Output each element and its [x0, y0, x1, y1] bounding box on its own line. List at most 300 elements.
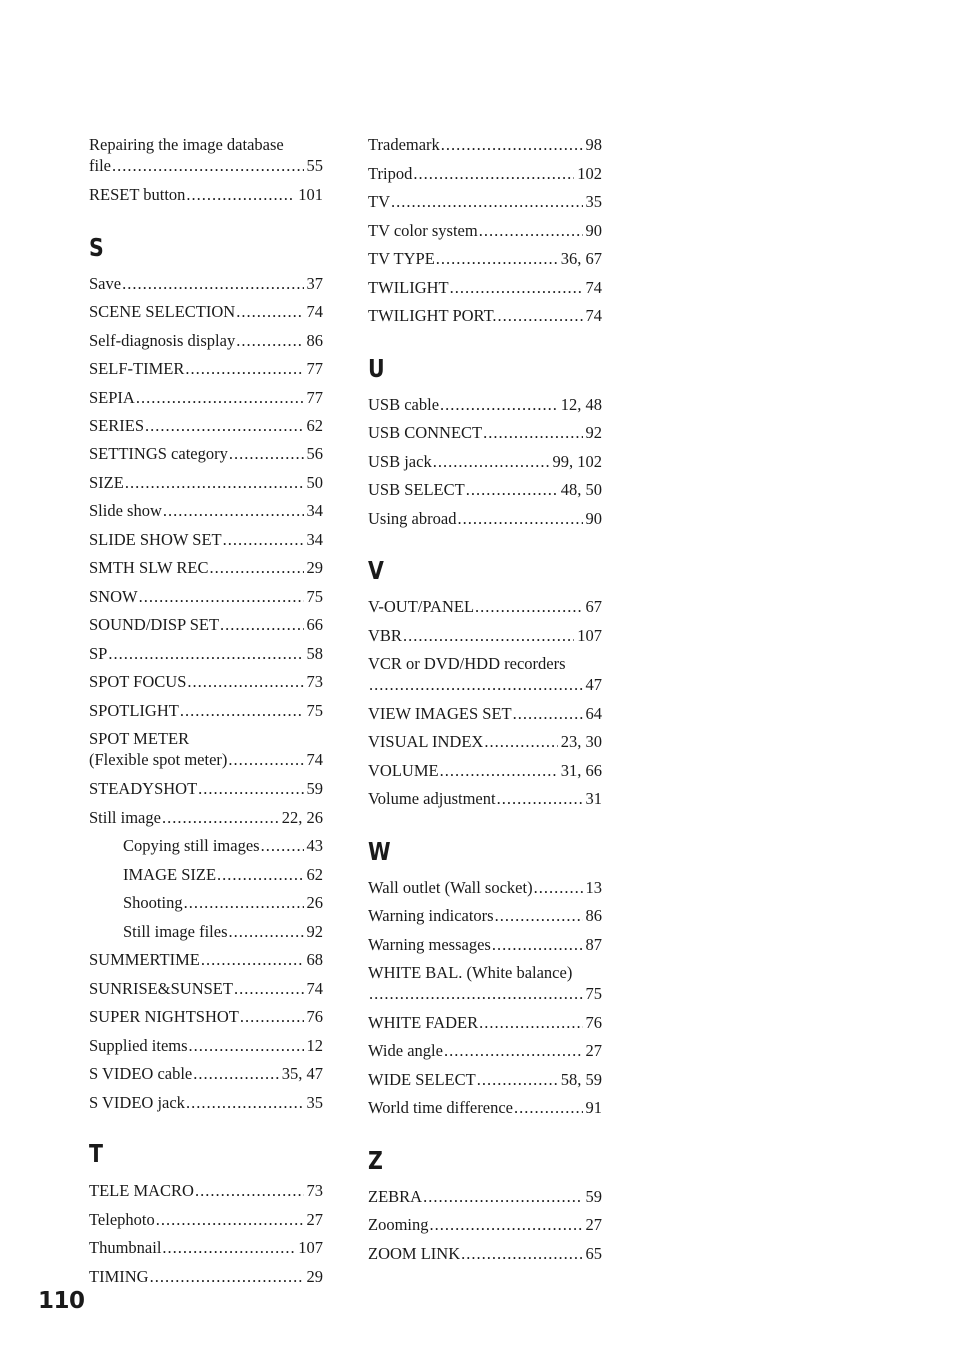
entry-pages: 74 — [585, 306, 602, 325]
index-entry — [368, 451, 602, 472]
index-entry — [368, 703, 602, 724]
dot-leader — [122, 273, 303, 294]
entry-label: Still image files — [123, 922, 228, 941]
index-entry — [89, 1266, 323, 1287]
dot-leader — [189, 1035, 304, 1056]
page-number: 110 — [38, 1288, 85, 1314]
index-entry — [89, 807, 323, 828]
index-entry — [368, 877, 602, 898]
entry-line — [368, 479, 602, 500]
entry-label: ZEBRA — [368, 1187, 423, 1206]
entry-line — [89, 614, 323, 635]
entry-line — [368, 248, 602, 269]
dot-leader — [440, 760, 558, 781]
entry-pages: 36, 67 — [560, 249, 602, 268]
entry-line — [368, 983, 602, 1004]
dot-leader — [261, 835, 304, 856]
entry-pages: 65 — [585, 1244, 602, 1263]
dot-leader — [477, 1069, 558, 1090]
dot-leader — [479, 1012, 582, 1033]
entry-pages: 90 — [585, 221, 602, 240]
entry-line — [368, 674, 602, 695]
entry-label: Using abroad — [368, 509, 457, 528]
index-entry — [89, 330, 323, 351]
entry-pages: 75 — [306, 587, 323, 606]
entry-line — [89, 835, 323, 856]
index-entry — [368, 1069, 602, 1090]
entry-pages: 74 — [306, 302, 323, 321]
entry-line — [368, 1186, 602, 1207]
section-heading: Z — [368, 1146, 383, 1175]
dot-leader — [139, 586, 304, 607]
index-entry — [368, 905, 602, 926]
index-entry — [368, 625, 602, 646]
entry-label: TWILIGHT — [368, 278, 449, 297]
index-subentry — [89, 864, 323, 885]
entry-line — [368, 1012, 602, 1033]
index-entry — [368, 479, 602, 500]
index-entry — [89, 700, 323, 721]
entry-line — [368, 163, 602, 184]
entry-line — [89, 892, 323, 913]
entry-line — [368, 1243, 602, 1264]
index-entry — [89, 778, 323, 799]
entry-label: SCENE SELECTION — [89, 302, 236, 321]
dot-leader — [220, 614, 303, 635]
dot-leader — [162, 807, 279, 828]
entry-label: SLIDE SHOW SET — [89, 530, 222, 549]
entry-label: SPOT METER — [89, 729, 190, 748]
entry-line — [89, 301, 323, 322]
index-entry — [89, 557, 323, 578]
entry-label: WIDE SELECT — [368, 1070, 476, 1089]
entry-label: RESET button — [89, 185, 186, 204]
dot-leader — [229, 921, 304, 942]
dot-leader — [403, 625, 574, 646]
dot-leader — [441, 134, 583, 155]
entry-label: TV TYPE — [368, 249, 435, 268]
entry-line — [89, 443, 323, 464]
entry-pages: 75 — [585, 984, 602, 1003]
entry-label: TELE MACRO — [89, 1181, 194, 1200]
entry-label: SOUND/DISP SET — [89, 615, 220, 634]
entry-label: Supplied items — [89, 1036, 188, 1055]
entry-label: TV — [368, 192, 390, 211]
entry-label: WHITE FADER — [368, 1013, 479, 1032]
entry-line — [89, 778, 323, 799]
entry-line — [368, 305, 602, 326]
dot-leader — [187, 671, 303, 692]
entry-label: SEPIA — [89, 388, 135, 407]
entry-line — [368, 905, 602, 926]
entry-label: IMAGE SIZE — [123, 865, 217, 884]
index-entry — [89, 387, 323, 408]
entry-line — [368, 1097, 602, 1118]
dot-leader — [423, 1186, 582, 1207]
index-entry — [368, 305, 602, 326]
dot-leader — [108, 643, 303, 664]
dot-leader — [391, 191, 583, 212]
entry-pages: 31 — [585, 789, 602, 808]
dot-leader — [450, 277, 583, 298]
entry-pages: 98 — [585, 135, 602, 154]
entry-pages: 58 — [306, 644, 323, 663]
index-entry — [368, 788, 602, 809]
entry-label: SELF-TIMER — [89, 359, 185, 378]
entry-label: VBR — [368, 626, 402, 645]
entry-label: Zooming — [368, 1215, 429, 1234]
section-heading: U — [368, 354, 385, 383]
dot-leader — [413, 163, 574, 184]
dot-leader — [369, 983, 583, 1004]
entry-pages: 23, 30 — [560, 732, 602, 751]
entry-line — [368, 625, 602, 646]
entry-label: Warning messages — [368, 935, 491, 954]
index-entry — [89, 1180, 323, 1201]
entry-pages: 31, 66 — [560, 761, 602, 780]
entry-label-continued: file — [89, 156, 111, 175]
entry-pages: 59 — [306, 779, 323, 798]
index-entry — [89, 301, 323, 322]
entry-pages: 90 — [585, 509, 602, 528]
index-entry — [368, 163, 602, 184]
index-subentry — [89, 921, 323, 942]
entry-label: STEADYSHOT — [89, 779, 198, 798]
entry-line — [89, 921, 323, 942]
entry-pages: 29 — [306, 558, 323, 577]
entry-line — [368, 1214, 602, 1235]
entry-label: Trademark — [368, 135, 440, 154]
entry-line — [368, 731, 602, 752]
index-entry — [368, 394, 602, 415]
entry-label: S VIDEO cable — [89, 1064, 193, 1083]
entry-line — [368, 191, 602, 212]
dot-leader — [185, 358, 303, 379]
entry-pages: 35, 47 — [281, 1064, 323, 1083]
entry-line — [89, 864, 323, 885]
index-entry — [89, 1035, 323, 1056]
entry-line — [89, 529, 323, 550]
dot-leader — [514, 1097, 583, 1118]
entry-pages: 55 — [306, 156, 323, 175]
entry-pages: 102 — [577, 164, 602, 183]
dot-leader — [112, 155, 304, 176]
entry-label: TV color system — [368, 221, 478, 240]
index-entry — [368, 1186, 602, 1207]
dot-leader — [163, 500, 304, 521]
index-entry — [89, 586, 323, 607]
entry-label: S VIDEO jack — [89, 1093, 185, 1112]
entry-line — [89, 1209, 323, 1230]
entry-line — [89, 807, 323, 828]
entry-label: SPOTLIGHT — [89, 701, 179, 720]
entry-pages: 107 — [577, 626, 602, 645]
entry-label: USB CONNECT — [368, 423, 483, 442]
entry-pages: 74 — [306, 979, 323, 998]
entry-label: Volume adjustment — [368, 789, 496, 808]
entry-label: Slide show — [89, 501, 162, 520]
entry-label: SUPER NIGHTSHOT — [89, 1007, 239, 1026]
entry-pages: 34 — [306, 530, 323, 549]
dot-leader — [228, 749, 303, 770]
index-entry — [368, 596, 602, 617]
entry-line — [89, 1237, 323, 1258]
dot-leader — [156, 1209, 304, 1230]
entry-line — [368, 134, 602, 155]
dot-leader — [534, 877, 583, 898]
index-entry — [89, 472, 323, 493]
entry-line — [368, 877, 602, 898]
dot-leader — [457, 508, 582, 529]
entry-line — [89, 1035, 323, 1056]
dot-leader — [162, 1237, 295, 1258]
entry-line — [368, 508, 602, 529]
entry-pages: 27 — [306, 1210, 323, 1229]
entry-pages: 86 — [306, 331, 323, 350]
index-entry — [368, 1214, 602, 1235]
entry-pages: 47 — [585, 675, 602, 694]
entry-pages: 27 — [585, 1215, 602, 1234]
index-entry — [89, 500, 323, 521]
dot-leader — [369, 674, 583, 695]
entry-label: TWILIGHT PORT. — [368, 306, 497, 325]
dot-leader — [234, 978, 304, 999]
index-entry — [89, 728, 323, 770]
entry-line — [368, 1069, 602, 1090]
index-entry — [89, 358, 323, 379]
entry-line — [89, 671, 323, 692]
entry-label: Save — [89, 274, 122, 293]
entry-pages: 29 — [306, 1267, 323, 1286]
entry-line — [89, 387, 323, 408]
entry-pages: 59 — [585, 1187, 602, 1206]
index-entry — [368, 248, 602, 269]
entry-pages: 43 — [306, 836, 323, 855]
entry-line — [368, 788, 602, 809]
index-entry — [368, 422, 602, 443]
dot-leader — [430, 1214, 583, 1235]
entry-line — [368, 451, 602, 472]
entry-label: Telephoto — [89, 1210, 155, 1229]
dot-leader — [186, 184, 295, 205]
index-entry — [89, 1063, 323, 1084]
entry-line — [368, 394, 602, 415]
entry-label: SIZE — [89, 473, 124, 492]
dot-leader — [513, 703, 583, 724]
index-entry — [89, 614, 323, 635]
index-entry — [368, 220, 602, 241]
dot-leader — [150, 1266, 304, 1287]
entry-pages: 66 — [306, 615, 323, 634]
index-subentry — [89, 892, 323, 913]
entry-label: Thumbnail — [89, 1238, 162, 1257]
index-entry — [368, 962, 602, 1004]
dot-leader — [475, 596, 582, 617]
dot-leader — [466, 479, 558, 500]
entry-pages: 74 — [585, 278, 602, 297]
entry-line — [89, 1266, 323, 1287]
entry-pages: 91 — [585, 1098, 602, 1117]
entry-pages: 12 — [306, 1036, 323, 1055]
dot-leader — [240, 1006, 304, 1027]
dot-leader — [436, 248, 558, 269]
entry-line — [368, 422, 602, 443]
dot-leader — [223, 529, 304, 550]
entry-label: SETTINGS category — [89, 444, 228, 463]
entry-line — [89, 415, 323, 436]
dot-leader — [461, 1243, 582, 1264]
entry-label: SUMMERTIME — [89, 950, 200, 969]
section-heading: S — [89, 233, 104, 262]
entry-pages: 48, 50 — [560, 480, 602, 499]
entry-pages: 76 — [306, 1007, 323, 1026]
entry-line — [368, 703, 602, 724]
dot-leader — [498, 305, 583, 326]
index-entry — [89, 1092, 323, 1113]
entry-pages: 74 — [306, 750, 323, 769]
entry-line — [89, 700, 323, 721]
entry-pages: 77 — [306, 359, 323, 378]
entry-label: USB SELECT — [368, 480, 465, 499]
dot-leader — [125, 472, 304, 493]
entry-pages: 58, 59 — [560, 1070, 602, 1089]
index-entry — [89, 273, 323, 294]
entry-pages: 75 — [306, 701, 323, 720]
entry-line — [368, 760, 602, 781]
dot-leader — [195, 1180, 304, 1201]
entry-label: Warning indicators — [368, 906, 494, 925]
entry-pages: 37 — [306, 274, 323, 293]
index-entry — [89, 949, 323, 970]
entry-label-continued: (Flexible spot meter) — [89, 750, 228, 769]
entry-line — [368, 1040, 602, 1061]
entry-pages: 107 — [298, 1238, 323, 1257]
dot-leader — [201, 949, 304, 970]
dot-leader — [198, 778, 303, 799]
index-entry — [368, 191, 602, 212]
dot-leader — [217, 864, 303, 885]
section-heading: T — [89, 1139, 103, 1168]
entry-pages: 22, 26 — [281, 808, 323, 827]
entry-label: VCR or DVD/HDD recorders — [368, 654, 566, 673]
index-entry — [89, 184, 323, 205]
index-entry — [89, 134, 323, 176]
dot-leader — [236, 330, 303, 351]
entry-label: Wide angle — [368, 1041, 443, 1060]
entry-pages: 101 — [298, 185, 323, 204]
entry-line — [89, 472, 323, 493]
index-entry — [368, 1243, 602, 1264]
entry-pages: 13 — [585, 878, 602, 897]
entry-label: SMTH SLW REC — [89, 558, 209, 577]
entry-line — [89, 1006, 323, 1027]
entry-pages: 12, 48 — [560, 395, 602, 414]
entry-label: SNOW — [89, 587, 138, 606]
dot-leader — [484, 731, 557, 752]
dot-leader — [495, 905, 583, 926]
section-heading: W — [368, 837, 391, 866]
entry-line — [89, 500, 323, 521]
entry-label: World time difference — [368, 1098, 513, 1117]
entry-line — [89, 1180, 323, 1201]
index-entry — [89, 1209, 323, 1230]
entry-label: SPOT FOCUS — [89, 672, 187, 691]
entry-pages: 73 — [306, 672, 323, 691]
index-entry — [368, 1097, 602, 1118]
entry-label: Wall outlet (Wall socket) — [368, 878, 533, 897]
entry-label: Repairing the image database — [89, 135, 284, 154]
entry-label: TIMING — [89, 1267, 149, 1286]
dot-leader — [236, 301, 303, 322]
entry-line — [368, 596, 602, 617]
entry-pages: 27 — [585, 1041, 602, 1060]
dot-leader — [145, 415, 303, 436]
entry-label: Tripod — [368, 164, 413, 183]
entry-line — [89, 1063, 323, 1084]
dot-leader — [184, 892, 304, 913]
entry-label: USB jack — [368, 452, 432, 471]
dot-leader — [497, 788, 583, 809]
entry-label: Shooting — [123, 893, 183, 912]
entry-line — [89, 643, 323, 664]
entry-line — [89, 1092, 323, 1113]
entry-label: Self-diagnosis display — [89, 331, 236, 350]
entry-label: SUNRISE&SUNSET — [89, 979, 233, 998]
dot-leader — [210, 557, 304, 578]
entry-label: WHITE BAL. (White balance) — [368, 963, 573, 982]
dot-leader — [479, 220, 583, 241]
entry-pages: 77 — [306, 388, 323, 407]
entry-pages: 62 — [306, 416, 323, 435]
entry-label: VIEW IMAGES SET — [368, 704, 512, 723]
entry-pages: 35 — [306, 1093, 323, 1112]
dot-leader — [229, 443, 304, 464]
entry-label: SP — [89, 644, 108, 663]
dot-leader — [433, 451, 550, 472]
index-entry — [368, 134, 602, 155]
entry-label: Still image — [89, 808, 161, 827]
dot-leader — [444, 1040, 583, 1061]
entry-line — [89, 155, 323, 176]
index-entry — [368, 653, 602, 695]
entry-pages: 87 — [585, 935, 602, 954]
entry-pages: 56 — [306, 444, 323, 463]
entry-pages: 67 — [585, 597, 602, 616]
index-subentry — [89, 835, 323, 856]
index-entry — [368, 1012, 602, 1033]
entry-pages: 73 — [306, 1181, 323, 1200]
index-entry — [368, 1040, 602, 1061]
entry-pages: 92 — [306, 922, 323, 941]
entry-pages: 62 — [306, 865, 323, 884]
index-entry — [368, 508, 602, 529]
entry-line — [89, 330, 323, 351]
dot-leader — [440, 394, 558, 415]
index-entry — [89, 671, 323, 692]
entry-pages: 92 — [585, 423, 602, 442]
entry-pages: 99, 102 — [552, 452, 602, 471]
entry-line — [368, 277, 602, 298]
index-entry — [89, 643, 323, 664]
entry-line — [368, 220, 602, 241]
entry-label: SERIES — [89, 416, 145, 435]
entry-line — [89, 273, 323, 294]
entry-line — [89, 184, 323, 205]
entry-label: USB cable — [368, 395, 440, 414]
entry-pages: 35 — [585, 192, 602, 211]
index-entry — [89, 415, 323, 436]
entry-line — [89, 358, 323, 379]
